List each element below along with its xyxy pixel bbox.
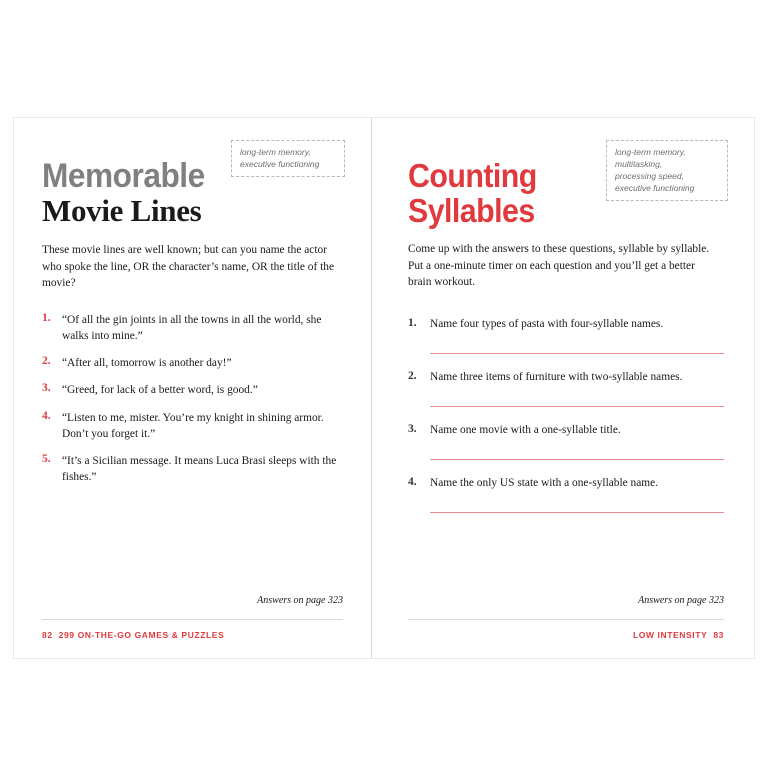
book-pages: [14, 118, 754, 658]
footer-divider-left: [42, 619, 343, 620]
skill-tag: executive functioning: [615, 183, 695, 194]
list-item-text: “Of all the gin joints in all the towns in all the world, she walks into mine.”: [62, 313, 322, 342]
list-item: [408, 317, 724, 354]
page-number-left: 82: [42, 630, 53, 640]
footer-title-left: 299 ON-THE-GO GAMES & PUZZLES: [58, 630, 225, 640]
page-title-line2: Movie Lines: [42, 193, 202, 229]
skill-tag: multitasking,: [615, 159, 663, 170]
page-title-line2: Syllables: [408, 192, 535, 229]
page-left: [14, 118, 372, 658]
page-number-right: 83: [713, 630, 724, 640]
list-item-number: 1.: [408, 316, 417, 329]
list-item: [42, 382, 343, 398]
list-item-text: Name one movie with a one-syllable title.: [430, 423, 621, 436]
question-list-left: [42, 312, 343, 486]
list-item: [42, 312, 343, 344]
list-item-number: 3.: [42, 382, 51, 395]
list-item: [408, 476, 724, 513]
list-item-text: “After all, tomorrow is another day!”: [62, 357, 232, 370]
list-item: [42, 410, 343, 442]
footer-left: [42, 630, 224, 640]
footer-right: [633, 630, 724, 640]
page-title-line1: Memorable: [42, 157, 205, 195]
answer-write-line[interactable]: [430, 353, 724, 354]
page-title-line1: Counting: [408, 157, 537, 194]
list-item-number: 3.: [408, 422, 417, 435]
answer-write-line[interactable]: [430, 512, 724, 513]
list-item: [408, 423, 724, 460]
list-item-text: Name the only US state with a one-syllable name.: [430, 476, 659, 489]
list-item-number: 1.: [42, 311, 51, 324]
question-list-right: [408, 317, 724, 513]
list-item-text: Name four types of pasta with four-syllable names.: [430, 317, 664, 330]
list-item-text: “It’s a Sicilian message. It means Luca Brasi sleeps with the fishes.”: [62, 454, 337, 484]
list-item-number: 4.: [42, 409, 51, 422]
page-right: [372, 118, 754, 658]
list-item: [42, 453, 343, 485]
list-item: [408, 370, 724, 407]
list-item-number: 5.: [42, 452, 51, 465]
list-item: [42, 355, 343, 371]
list-item-number: 2.: [42, 355, 51, 368]
page-title-left: [42, 157, 343, 229]
answer-write-line[interactable]: [430, 459, 724, 460]
answers-reference-left: Answers on page 323: [257, 595, 343, 606]
skill-tag: processing speed,: [615, 171, 684, 182]
list-item-text: “Listen to me, mister. You’re my knight in shining armor. Don’t you forget it.”: [62, 411, 324, 440]
skill-tag: long-term memory,: [615, 147, 686, 157]
list-item-text: Name three items of furniture with two-syllable names.: [430, 370, 683, 383]
skill-tag: long-term memory,: [240, 147, 311, 157]
intro-text-left: These movie lines are well known; but can you name the actor who spoke the line, OR the character’s name, OR the title of the movie?: [42, 243, 335, 290]
intro-text-right: Come up with the answers to these questions, syllable by syllable. Put a one-minute timer on each question and you’ll get a better brain workout.: [408, 243, 710, 289]
list-item-text: “Greed, for lack of a better word, is good.”: [62, 384, 258, 397]
footer-title-right: LOW INTENSITY: [632, 630, 708, 640]
list-item-number: 4.: [408, 475, 417, 488]
skill-tag: executive functioning: [240, 159, 320, 170]
list-item-number: 2.: [408, 369, 417, 382]
answer-write-line[interactable]: [430, 406, 724, 407]
answers-reference-right: Answers on page 323: [638, 595, 724, 606]
footer-divider-right: [408, 619, 724, 620]
